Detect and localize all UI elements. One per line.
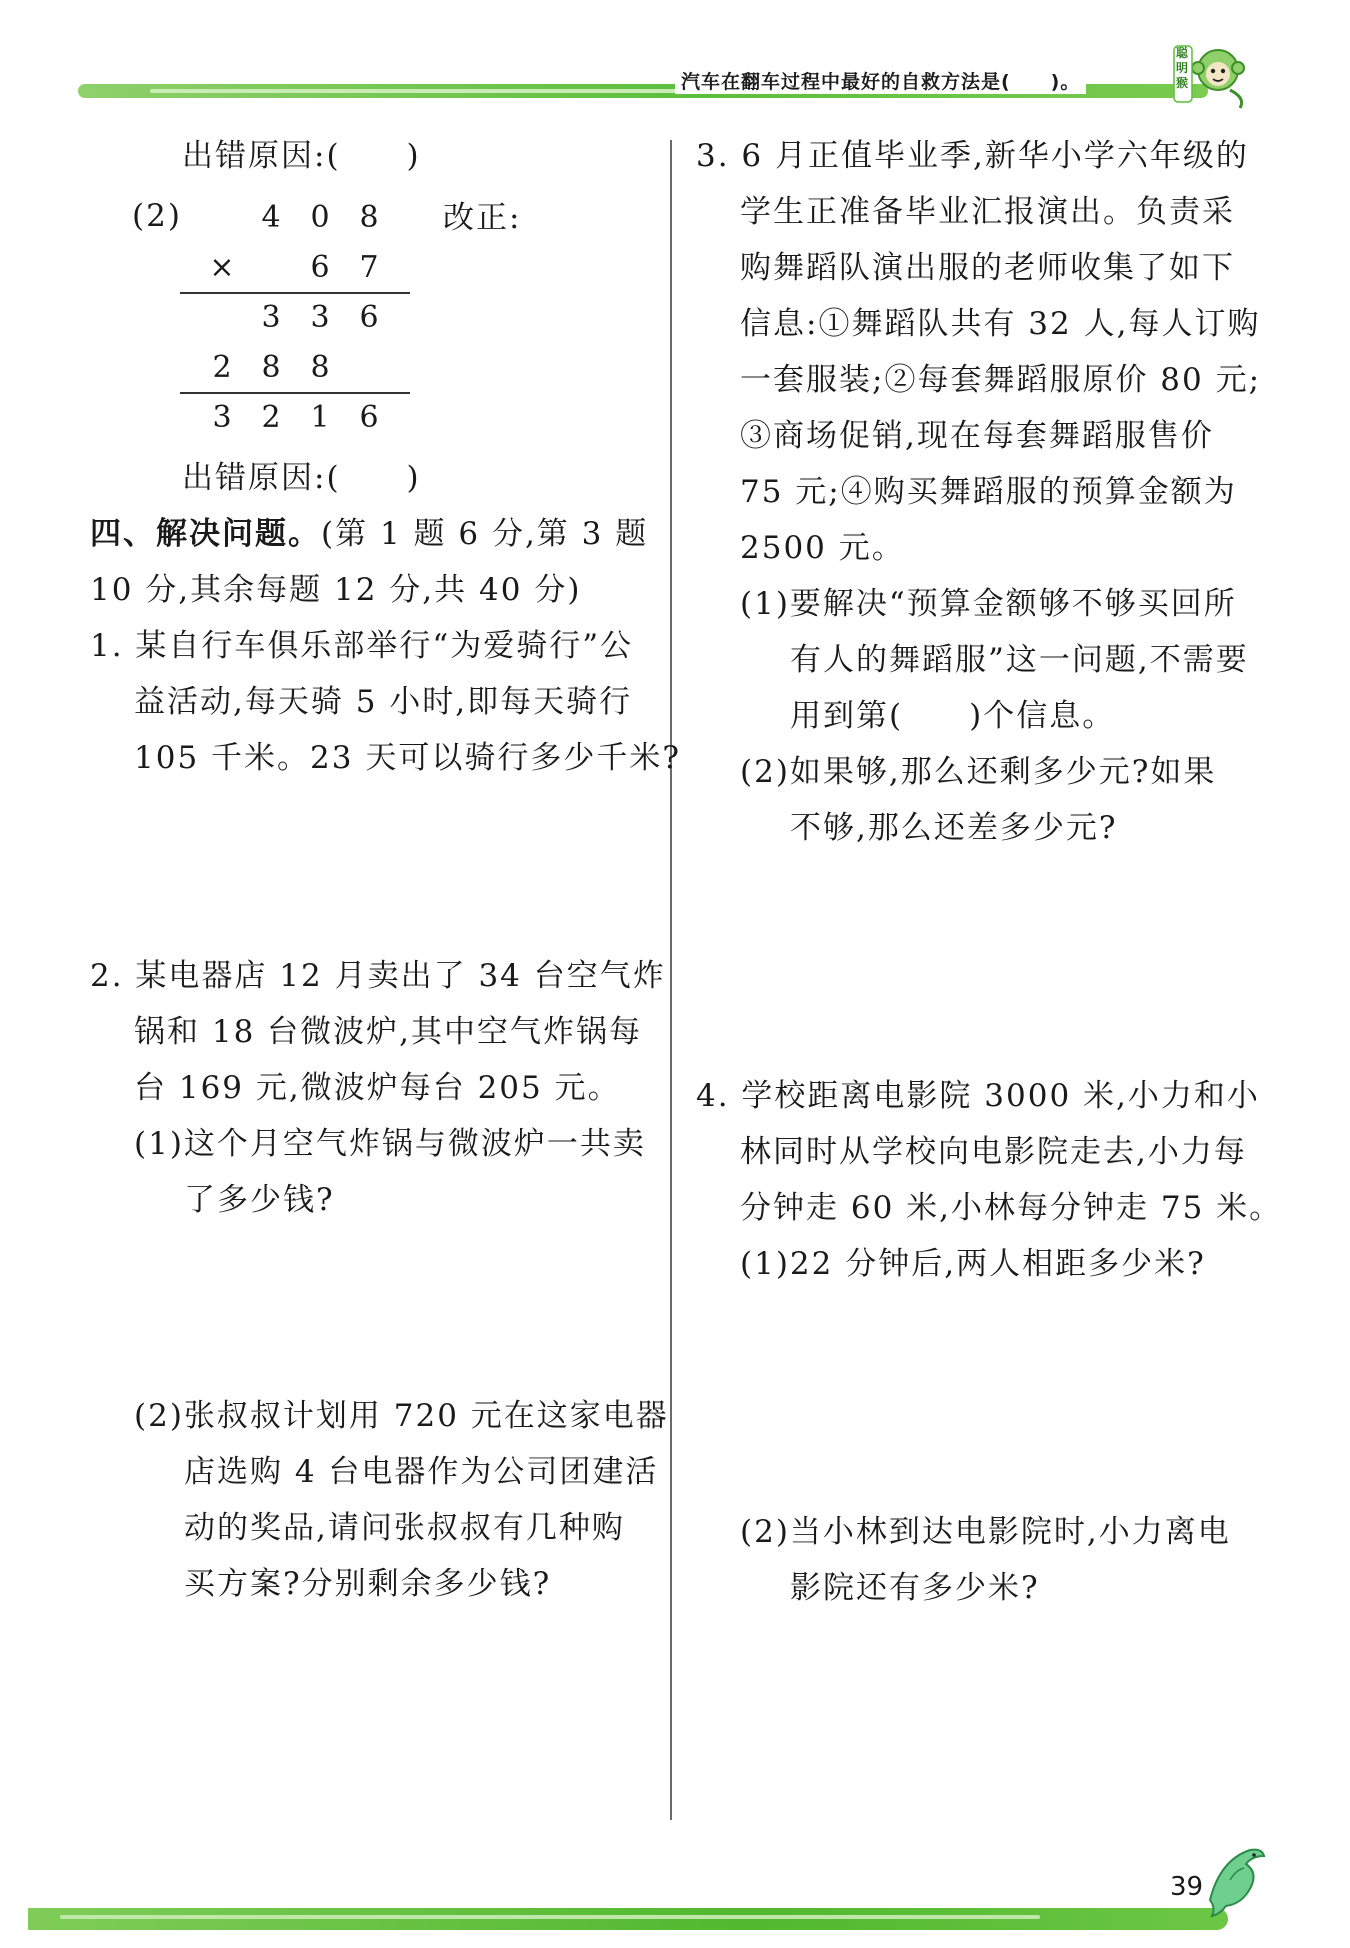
question-3-2-line: 不够,那么还差多少元? [790,810,1118,846]
question-4-2-line: (2)当小林到达电影院时,小力离电 [740,1514,1231,1550]
footer-band-highlight [60,1915,1040,1919]
section-title: 四、解决问题。 [90,516,321,552]
digit: 1 [310,400,330,435]
digit: 8 [359,200,379,235]
digit: 6 [310,250,330,285]
digit: 2 [212,350,232,385]
error-reason-2: 出错原因:( ) [182,460,421,496]
question-2-line: 2. 某电器店 12 月卖出了 34 台空气炸 [90,958,666,994]
rule-line [180,392,410,394]
question-2-1-line: (1)这个月空气炸锅与微波炉一共卖 [134,1126,646,1162]
question-4-line: 林同时从学校向电影院走去,小力每 [740,1134,1247,1170]
digit: 8 [261,350,281,385]
problem-2-label: (2) [132,198,182,234]
question-4-1-line: (1)22 分钟后,两人相距多少米? [740,1246,1206,1282]
digit: 3 [310,300,330,335]
correction-label: 改正: [443,200,522,236]
question-3-line: 3. 6 月正值毕业季,新华小学六年级的 [696,138,1249,174]
digit: 8 [310,350,330,385]
digit: 3 [261,300,281,335]
dolphin-icon [1200,1840,1270,1920]
digit: 0 [310,200,330,235]
digit: 7 [359,250,379,285]
page-number: 39 [1170,1872,1204,1902]
question-3-line: 75 元;④购买舞蹈服的预算金额为 [740,474,1237,510]
question-3-1-line: (1)要解决“预算金额够不够买回所 [740,586,1237,622]
question-3-line: ③商场促销,现在每套舞蹈服售价 [740,418,1214,454]
question-4-line: 分钟走 60 米,小林每分钟走 75 米。 [740,1190,1283,1226]
question-3-line: 2500 元。 [740,530,905,566]
question-4-2-line: 影院还有多少米? [790,1570,1040,1606]
question-3-2-line: (2)如果够,那么还剩多少元?如果 [740,754,1217,790]
question-4-line: 4. 学校距离电影院 3000 米,小力和小 [696,1078,1260,1114]
digit: 2 [261,400,281,435]
question-3-1-line: 用到第( )个信息。 [790,698,1116,734]
question-3-line: 信息:①舞蹈队共有 32 人,每人订购 [740,306,1261,342]
column-divider [670,140,672,1820]
section-note: (第 1 题 6 分,第 3 题 [321,516,649,552]
times-sign: × [209,250,235,285]
question-2-1-line: 了多少钱? [184,1182,335,1218]
question-1-line: 1. 某自行车俱乐部举行“为爱骑行”公 [90,628,634,664]
error-reason-1: 出错原因:( ) [182,138,421,174]
question-3-1-line: 有人的舞蹈服”这一问题,不需要 [790,642,1249,678]
digit: 4 [261,200,281,235]
question-2-2-line: (2)张叔叔计划用 720 元在这家电器 [134,1398,669,1434]
question-1-line: 益活动,每天骑 5 小时,即每天骑行 [134,684,633,720]
section-note-line2: 10 分,其余每题 12 分,共 40 分) [90,572,582,608]
footer-band [28,1908,1228,1930]
question-2-2-line: 动的奖品,请问张叔叔有几种购 [184,1510,625,1546]
question-3-line: 购舞蹈队演出服的老师收集了如下 [740,250,1235,286]
mascot-label: 聪明猴 [1176,46,1189,90]
question-2-line: 台 169 元,微波炉每台 205 元。 [134,1070,621,1106]
digit: 6 [359,300,379,335]
rule-line [180,292,410,294]
header-tip: 汽车在翻车过程中最好的自救方法是( )。 [675,70,1086,94]
section-heading [90,514,648,554]
digit: 3 [212,400,232,435]
question-2-2-line: 店选购 4 台电器作为公司团建活 [184,1454,659,1490]
question-1-line: 105 千米。23 天可以骑行多少千米? [134,740,681,776]
digit: 6 [359,400,379,435]
question-2-line: 锅和 18 台微波炉,其中空气炸锅每 [134,1014,643,1050]
question-3-line: 学生正准备毕业汇报演出。负责采 [740,194,1235,230]
question-2-2-line: 买方案?分别剩余多少钱? [184,1566,552,1602]
question-3-line: 一套服装;②每套舞蹈服原价 80 元; [740,362,1262,398]
